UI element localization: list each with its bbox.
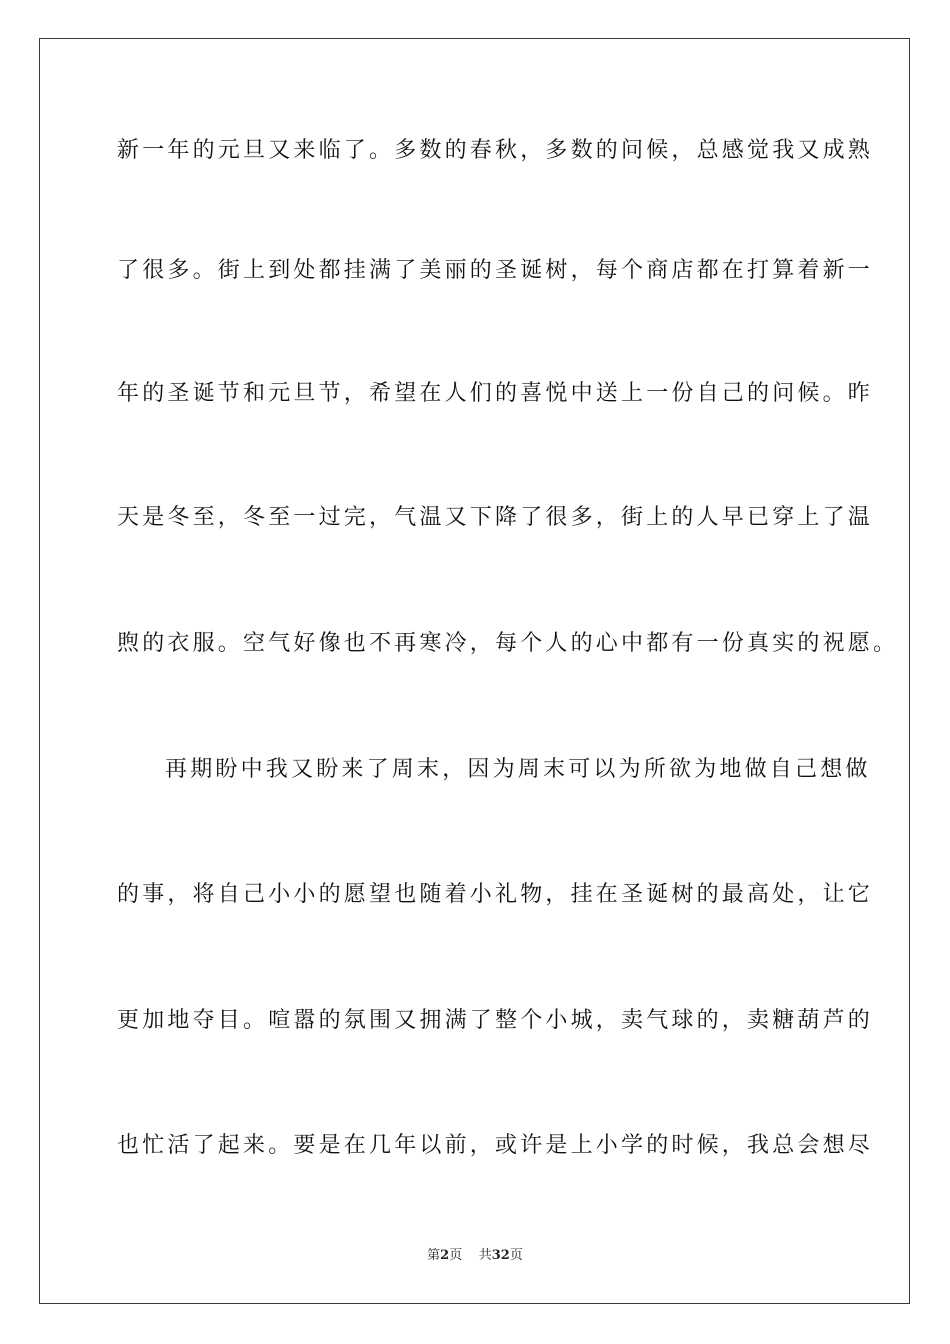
- page-footer: [0, 1247, 950, 1265]
- page-border: [39, 38, 910, 1304]
- footer-page-number: 2: [440, 1248, 450, 1263]
- paragraph-line-4: 天是冬至，冬至一过完，气温又下降了很多，街上的人早已穿上了温: [117, 505, 874, 530]
- paragraph-line-1: 新一年的元旦又来临了。多数的春秋，多数的问候，总感觉我又成熟: [117, 138, 874, 163]
- footer-page-prefix: 第: [427, 1248, 441, 1263]
- paragraph-line-9: 也忙活了起来。要是在几年以前，或许是上小学的时候，我总会想尽: [117, 1133, 874, 1158]
- paragraph-line-7: 的事，将自己小小的愿望也随着小礼物，挂在圣诞树的最高处，让它: [117, 882, 874, 907]
- footer-total-suffix: 页: [509, 1248, 523, 1263]
- footer-page-suffix: 页: [449, 1248, 463, 1263]
- footer-total-number: 32: [491, 1248, 510, 1263]
- paragraph-line-2: 了很多。街上到处都挂满了美丽的圣诞树，每个商店都在打算着新一: [117, 258, 874, 283]
- paragraph-line-6: 再期盼中我又盼来了周末，因为周末可以为所欲为地做自己想做: [165, 757, 871, 782]
- footer-total-prefix: 共: [478, 1248, 492, 1263]
- paragraph-line-3: 年的圣诞节和元旦节，希望在人们的喜悦中送上一份自己的问候。昨: [117, 381, 874, 406]
- paragraph-line-5: 煦的衣服。空气好像也不再寒冷，每个人的心中都有一份真实的祝愿。: [117, 631, 899, 656]
- paragraph-line-8: 更加地夺目。喧嚣的氛围又拥满了整个小城，卖气球的，卖糖葫芦的: [117, 1008, 874, 1033]
